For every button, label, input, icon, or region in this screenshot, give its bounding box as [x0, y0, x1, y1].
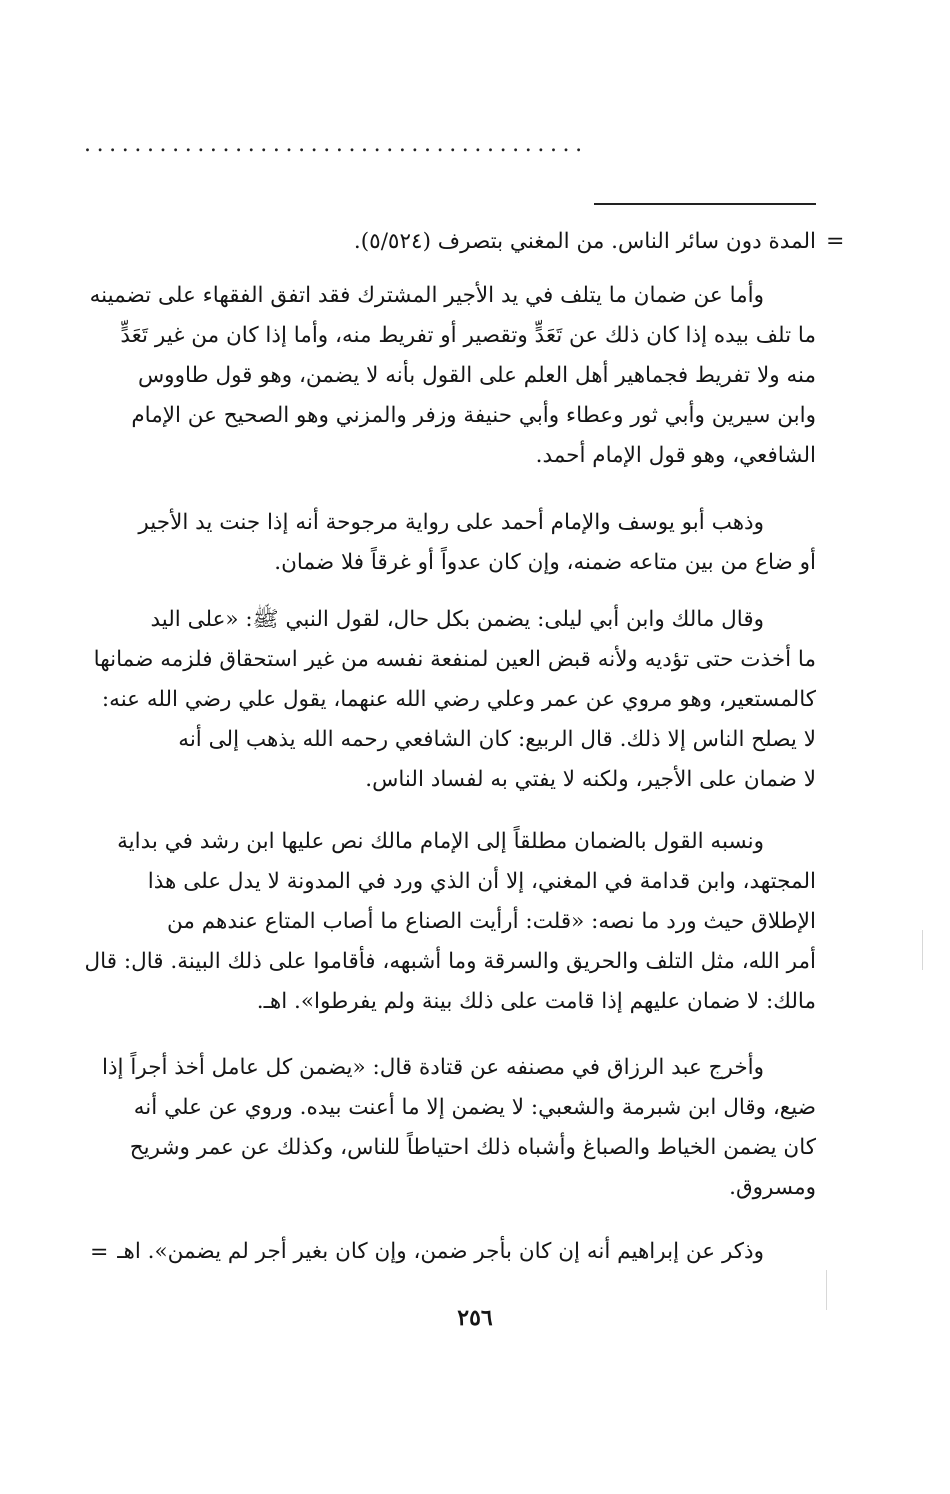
scan-edge-mark	[922, 930, 923, 970]
paragraph-line: ومسروق.	[729, 1175, 816, 1200]
paragraph-line: ما تلف بيده إذا كان ذلك عن تَعَدٍّ وتقصير أو تفريط منه، وأما إذا كان من غير تَعَدٍّ	[120, 323, 816, 348]
paragraph-line: أو ضاع من بين متاعه ضمنه، وإن كان عدواً أو غرقاً فلا ضمان.	[274, 550, 816, 575]
paragraph-5	[80, 1048, 816, 1208]
closing-line: وذكر عن إبراهيم أنه إن كان بأجر ضمن، وإن كان بغير أجر لم يضمن». اهـ	[117, 1239, 764, 1264]
dot-leader: ........................................	[84, 132, 588, 157]
paragraph-line: ونسبه القول بالضمان مطلقاً إلى الإمام مالك نص عليها ابن رشد في بداية	[117, 829, 764, 854]
paragraph-2	[80, 503, 816, 583]
paragraph-line: وأخرج عبد الرزاق في مصنفه عن قتادة قال: «يضمن كل عامل أخذ أجراً إذا	[102, 1055, 764, 1080]
page-number: ٢٥٦	[457, 1305, 493, 1331]
paragraph-line: وذهب أبو يوسف والإمام أحمد على رواية مرجوحة أنه إذا جنت يد الأجير	[138, 510, 764, 535]
paragraph-3	[80, 600, 816, 800]
paragraph-line: الإطلاق حيث ورد ما نصه: «قلت: أرأيت الصناع ما أصاب المتاع عندهم من	[167, 909, 816, 934]
footnote-separator	[594, 203, 816, 205]
paragraph-line: كان يضمن الخياط والصباغ وأشباه ذلك احتياطاً للناس، وكذلك عن عمر وشريح	[129, 1135, 816, 1160]
scan-edge-mark	[826, 1270, 827, 1310]
paragraph-1	[80, 276, 816, 476]
paragraph-line: الشافعي، وهو قول الإمام أحمد.	[535, 443, 816, 468]
paragraph-line: المجتهد، وابن قدامة في المغني، إلا أن الذي ورد في المدونة لا يدل على هذا	[147, 869, 816, 894]
paragraph-line: لا يصلح الناس إلا ذلك. قال الربيع: كان الشافعي رحمه الله يذهب إلى أنه	[178, 727, 816, 752]
paragraph-line: كالمستعير، وهو مروي عن عمر وعلي رضي الله عنهما، يقول علي رضي الله عنه:	[101, 687, 816, 712]
paragraph-line: وابن سيرين وأبي ثور وعطاء وأبي حنيفة وزفر والمزني وهو الصحيح عن الإمام	[131, 403, 816, 428]
paragraph-line: وقال مالك وابن أبي ليلى: يضمن بكل حال، لقول النبي ﷺ: «على اليد	[150, 607, 764, 632]
continuation-mark: =	[826, 229, 845, 254]
paragraph-line: ما أخذت حتى تؤديه ولأنه قبض العين لمنفعة نفسه من غير استحقاق فلزمه ضمانها	[93, 647, 816, 672]
paragraph-line: لا ضمان على الأجير، ولكنه لا يفتي به لفساد الناس.	[365, 767, 816, 792]
paragraph-line: أمر الله، مثل التلف والحريق والسرقة وما أشبهه، فأقاموا على ذلك البينة. قال: قال	[84, 949, 816, 974]
paragraph-line: مالك: لا ضمان عليهم إذا قامت على ذلك بينة ولم يفرطوا». اهـ.	[256, 989, 816, 1014]
end-mark: =	[90, 1240, 109, 1265]
paragraph-4	[80, 822, 816, 1022]
paragraph-line: ضيع، وقال ابن شبرمة والشعبي: لا يضمن إلا ما أعنت بيده. وروي عن علي أنه	[133, 1095, 816, 1120]
paragraph-line: منه ولا تفريط فجماهير أهل العلم على القول بأنه لا يضمن، وهو قول طاووس	[137, 363, 816, 388]
footnote-continuation-text: المدة دون سائر الناس. من المغني بتصرف (٥/٥٢٤).	[353, 229, 816, 254]
paragraph-line: وأما عن ضمان ما يتلف في يد الأجير المشترك فقد اتفق الفقهاء على تضمينه	[89, 283, 764, 308]
